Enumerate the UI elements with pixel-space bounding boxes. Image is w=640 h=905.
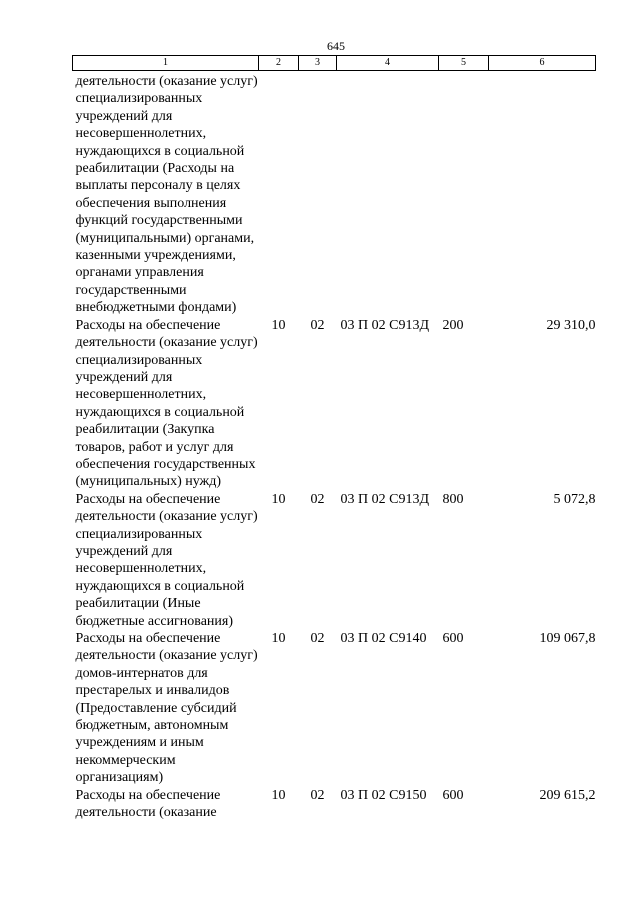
budget-table [72, 55, 596, 821]
column-number-header [73, 56, 596, 71]
row-expense-type [439, 73, 489, 317]
row-amount: 209 615,2 [539, 787, 596, 803]
row-target-article: 03 П 02 С913Д [340, 317, 429, 333]
column-header-3: 3 [299, 56, 337, 71]
table-row [73, 491, 596, 630]
row-amount [489, 73, 596, 317]
row-name: Расходы на обеспечение деятельности (оказание услуг) домов-интернатов для престарелых и инвалидов (Предоставление субсидий бюджетным, автономным учреждениям и иным некоммерческим организациям) [75, 631, 258, 786]
column-header-5: 5 [439, 56, 489, 71]
row-section [259, 73, 299, 317]
row-subsection: 02 [310, 787, 325, 803]
row-section: 10 [271, 787, 286, 803]
row-subsection [299, 73, 337, 317]
row-name: Расходы на обеспечение деятельности (оказание услуг) специализированных учреждений для несовершеннолетних, нуждающихся в социальной реабилитации (Иные бюджетные ассигнования) [75, 491, 258, 629]
row-amount: 29 310,0 [546, 317, 596, 333]
row-section: 10 [271, 317, 286, 333]
row-subsection: 02 [310, 491, 325, 507]
row-expense-type: 800 [442, 491, 464, 507]
row-target-article: 03 П 02 С913Д [340, 491, 429, 507]
row-subsection: 02 [310, 631, 325, 646]
row-target-article [337, 73, 439, 317]
row-section: 10 [271, 631, 286, 646]
column-header-6: 6 [489, 56, 596, 71]
row-name: деятельности (оказание услуг) специализированных учреждений для несовершеннолетних, нуждающихся в социальной реабилитации (Расходы на выплаты персоналу в целях обеспечения выполнения функций государственными (муниципальными) органами, казенными учреждениями, органами управления государственными внебюджетными фондами) [75, 74, 258, 316]
row-name: Расходы на обеспечение деятельности (оказание услуг) специализированных учреждений для несовершеннолетних, нуждающихся в социальной реабилитации (Закупка товаров, работ и услуг для обеспечения государственных (муниципальных) нужд) [75, 317, 258, 490]
table-row [73, 787, 596, 822]
row-expense-type: 600 [442, 631, 464, 646]
column-header-1: 1 [73, 56, 259, 71]
row-amount: 5 072,8 [553, 491, 596, 507]
table-row [73, 73, 596, 317]
table-row [73, 317, 596, 491]
column-header-2: 2 [259, 56, 299, 71]
row-amount: 109 067,8 [539, 631, 596, 646]
row-expense-type: 600 [442, 787, 464, 803]
row-target-article: 03 П 02 С9140 [340, 631, 427, 646]
row-target-article: 03 П 02 С9150 [340, 787, 427, 803]
row-name: Расходы на обеспечение деятельности (оказание [75, 787, 221, 821]
page-number: 645 [327, 39, 345, 53]
table-row [73, 630, 596, 787]
row-expense-type: 200 [442, 317, 464, 333]
column-header-4: 4 [337, 56, 439, 71]
row-subsection: 02 [310, 317, 325, 333]
row-section: 10 [271, 491, 286, 507]
